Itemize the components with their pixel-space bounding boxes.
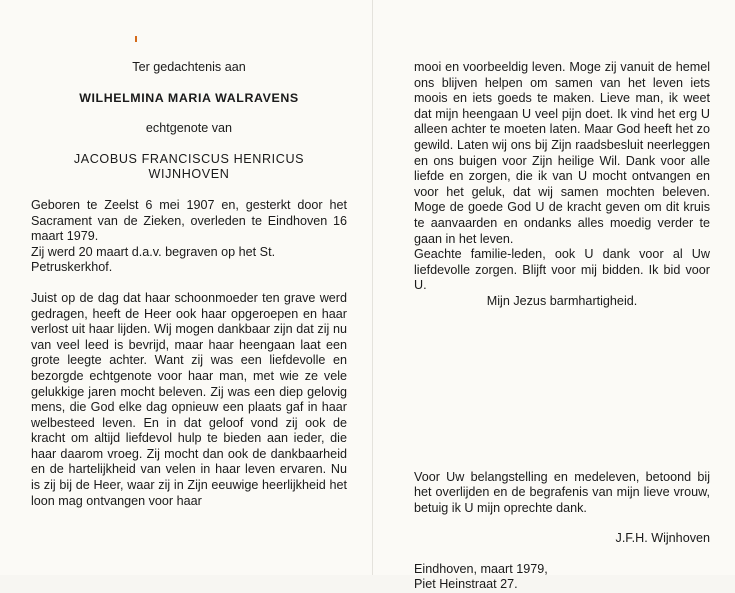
memorial-text-right: mooi en voorbeeldig leven. Moge zij vanuit de hemel ons blijven helpen om samen van het leven iets moois en iets goeds te maken. Lieve man, ik weet dat mijn heengaan U veel pijn doet. Ik vind het erg U alleen achter te moeten laten. Maar God heeft het zo gewild. Laten wij ons bij Zijn raadsbesluit neerleggen en ons buigen voor Zijn heilige Wil. Dank voor alle liefde en zorgen, die ik van U mocht ontvangen en voor het geluk, dat wij samen mochten beleven. Moge de goede God U de kracht geven om dit kruis te aanvaarden en ondanks alles moedig verder te gaan in het leven. [414, 60, 710, 246]
family-text: Geachte familie-leden, ook U dank voor al Uw liefdevolle zorgen. Blijft voor mij bidden. Ik bid voor U. [414, 247, 710, 293]
spouse-name-line1: JACOBUS FRANCISCUS HENRICUS [73, 151, 305, 166]
print-mark [135, 36, 137, 42]
relation-text: echtgenote van [145, 121, 233, 136]
prayer-text: Mijn Jezus barmhartigheid. [486, 293, 638, 308]
burial-text: Zij werd 20 maart d.a.v. begraven op het St. Petruskerkhof. [31, 244, 276, 275]
signature-text: J.F.H. Wijnhoven [615, 531, 710, 546]
place-date-text: Eindhoven, maart 1979, [414, 561, 548, 576]
thanks-text: Voor Uw belangstelling en medeleven, betoond bij het overlijden en de begrafenis van mijn lieve vrouw, betuig ik U mijn oprechte dank. [414, 469, 710, 515]
spouse-name-line2: WIJNHOVEN [148, 167, 230, 182]
address-text: Piet Heinstraat 27. [414, 577, 518, 592]
memorial-text-left: Juist op de dag dat haar schoonmoeder ten grave werd gedragen, heeft de Heer ook haar opgeroepen en haar verlost uit haar lijden. Wij mogen dankbaar zijn dat zij nu van veel leed is bevrijd, maar haar heengaan laat een grote leegte achter. Want zij was een liefdevolle en bezorgde echtgenote voor haar man, met wie ze vele gelukkige jaren mocht beleven. Zij was een diep gelovig mens, die God elke dag opnieuw een plaats gaf in haar welbesteed leven. En in dat geloof vond zij ook de kracht om altijd liefdevol hulp te bieden aan ieder, die haar daarom vroeg. Zij mocht dan ook de dankbaarheid en de hartelijkheid van velen in haar leven ervaren. Nu is zij bij de Heer, waar zij in Zijn eeuwige heerlijkheid het loon mag ontvangen voor haar [31, 290, 347, 508]
birth-death-text: Geboren te Zeelst 6 mei 1907 en, gesterkt door het Sacrament van de Zieken, overleden te Eindhoven 16 maart 1979. [31, 197, 347, 244]
right-panel [414, 60, 710, 593]
deceased-name: WILHELMINA MARIA WALRAVENS [79, 90, 299, 105]
fold-line [372, 0, 373, 575]
intro-text: Ter gedachtenis aan [132, 60, 246, 74]
left-panel [31, 60, 347, 509]
